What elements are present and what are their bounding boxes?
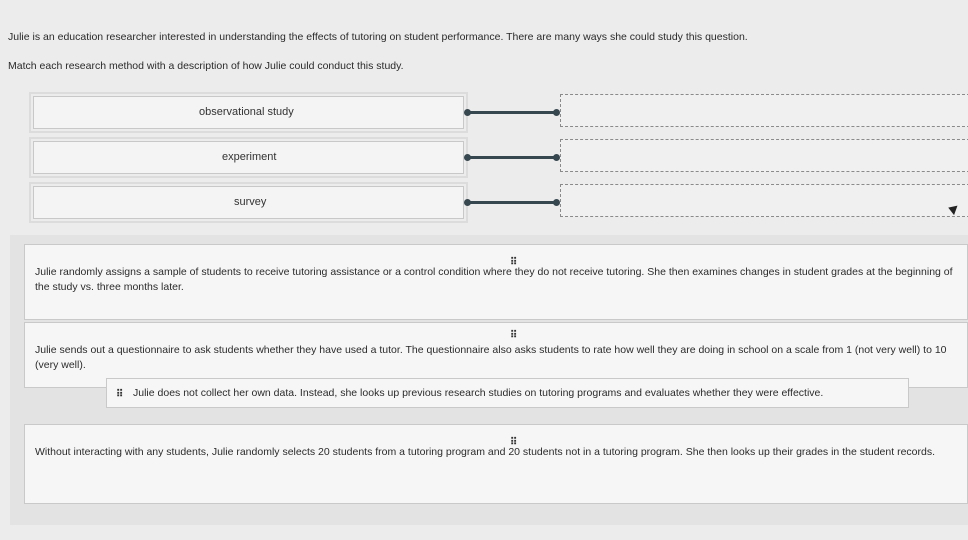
answer-card-literature-review-description[interactable] (106, 378, 909, 408)
connector-line (468, 156, 556, 159)
connector-handle-right[interactable] (553, 109, 560, 116)
drag-handle-icon[interactable]: ⠿ (510, 437, 517, 448)
answer-card-text: Julie randomly assigns a sample of students to receive tutoring assistance or a control condition where they do not receive tutoring. She then examines changes in student grades at the beginning of the study vs. three months later. (35, 266, 953, 293)
connector-handle-right[interactable] (553, 199, 560, 206)
answer-card-observational-description[interactable] (24, 424, 968, 504)
answer-card-text: Without interacting with any students, Julie randomly selects 20 students from a tutoring program and 20 students not in a tutoring program. She then looks up their grades in the student records. (35, 446, 935, 458)
question-intro: Julie is an education researcher interested in understanding the effects of tutoring on student performance. There are many ways she could study this question. (8, 31, 748, 43)
connector-handle-right[interactable] (553, 154, 560, 161)
question-instruction: Match each research method with a description of how Julie could conduct this study. (8, 60, 404, 72)
term-experiment (33, 141, 464, 174)
drop-target-survey[interactable] (560, 184, 968, 217)
term-label: survey (234, 196, 267, 208)
drag-handle-icon[interactable]: ⠿ (116, 389, 123, 400)
answer-card-text: Julie sends out a questionnaire to ask students whether they have used a tutor. The questionnaire also asks students to rate how well they are doing in school on a scale from 1 (not very well) to 10 (very well). (35, 344, 947, 371)
connector-line (468, 201, 556, 204)
term-observational-study (33, 96, 464, 129)
answer-card-text: Julie does not collect her own data. Instead, she looks up previous research studies on tutoring programs and evaluates whether they were effective. (133, 387, 824, 399)
term-label: experiment (222, 151, 277, 163)
drop-target-experiment[interactable] (560, 139, 968, 172)
term-label: observational study (199, 106, 294, 118)
drag-handle-icon[interactable]: ⠿ (510, 330, 517, 341)
drag-handle-icon[interactable]: ⠿ (510, 257, 517, 268)
answer-card-experiment-description[interactable] (24, 244, 968, 320)
connector-line (468, 111, 556, 114)
drop-target-observational-study[interactable] (560, 94, 968, 127)
term-survey (33, 186, 464, 219)
